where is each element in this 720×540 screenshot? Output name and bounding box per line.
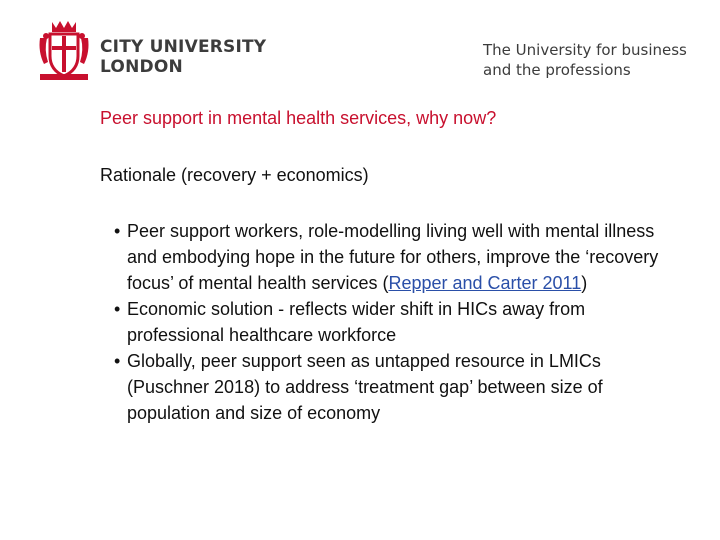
tagline-line2: and the professions [483,61,631,79]
bullet-item-2 [114,296,674,348]
slide-title: Peer support in mental health services, why now? [100,108,497,128]
slide-subtitle: Rationale (recovery + economics) [100,165,369,185]
bullet-text-3: Globally, peer support seen as untapped resource in LMICs (Puschner 2018) to address ‘treatment gap’ between size of population and size of economy [127,351,603,423]
bullet-item-1 [114,218,674,296]
tagline-line1: The University for business [483,41,687,59]
university-name-line2: LONDON [100,57,183,77]
bullet-list [114,218,674,426]
bullet-dot: • [114,221,121,241]
university-crest-logo [36,18,92,82]
university-name-line1: CITY UNIVERSITY [100,37,267,57]
bullet-dot: • [114,299,121,319]
bullet-dot: • [114,351,121,371]
bullet-text-2: Economic solution - reflects wider shift in HICs away from professional healthcare workforce [127,299,586,345]
bullet-text-1a: Peer support workers, role-modelling living well with mental illness and embodying hope in the future for others, improve the ‘recovery focus’ of mental health services ( [127,221,659,293]
bullet-item-3 [114,348,674,426]
university-name [100,37,266,77]
reference-link-repper-carter[interactable]: Repper and Carter 2011 [388,273,582,293]
bullet-text-1b: ) [581,273,588,293]
university-tagline [483,40,687,80]
